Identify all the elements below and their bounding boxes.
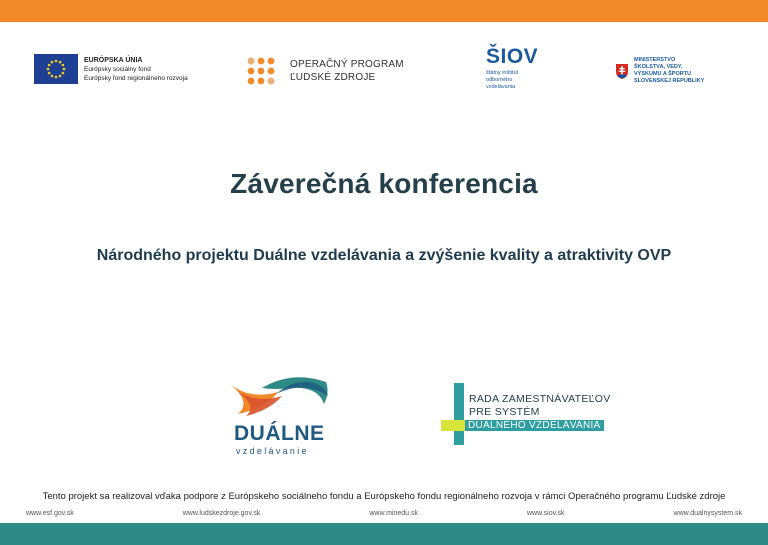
siov-line1: štátny inštitút <box>486 70 519 76</box>
op-line2: ĽUDSKÉ ZDROJE <box>290 72 376 83</box>
siov-line2: odborného <box>486 77 513 83</box>
funding-statement: Tento projekt sa realizoval vďaka podpore z Európskeho sociálneho fondu a Európskeho fondu regionálneho rozvoja v rámci Operačného programu Ľudské zdroje <box>42 491 726 502</box>
minedu-line2: ŠKOLSTVA, VEDY, <box>634 64 683 70</box>
footer-links <box>26 510 742 517</box>
rada-line2: PRE SYSTÉM <box>469 406 540 418</box>
op-dots-icon <box>246 56 276 86</box>
link-dualnysystem[interactable]: www.dualnysystem.sk <box>673 510 742 517</box>
eu-flag-icon <box>34 54 78 84</box>
link-minedu[interactable]: www.minedu.sk <box>369 510 418 517</box>
slovak-crest-icon <box>616 64 628 79</box>
link-esf[interactable]: www.esf.gov.sk <box>26 510 74 517</box>
conference-title: Záverečná konferencia <box>230 168 538 199</box>
top-accent-bar <box>0 0 768 22</box>
eu-title: EURÓPSKA ÚNIA <box>84 56 143 64</box>
eu-line-esf: Európsky sociálny fond <box>84 65 151 73</box>
siov-logo <box>486 46 538 91</box>
rada-line1: RADA ZAMESTNÁVATEĽOV <box>469 393 611 405</box>
dualne-name: DUÁLNE <box>234 422 325 445</box>
link-siov[interactable]: www.siov.sk <box>526 510 565 517</box>
rada-yellow-bar <box>441 420 465 431</box>
siov-name: ŠIOV <box>486 45 539 68</box>
rada-vertical-bar <box>454 383 464 445</box>
conference-subtitle: Národného projektu Duálne vzdelávania a zvýšenie kvality a atraktivity OVP <box>96 247 672 264</box>
minedu-line1: MINISTERSTVO <box>634 57 676 63</box>
eu-line-erdf: Európsky fond regionálneho rozvoja <box>84 74 188 82</box>
eu-logo <box>34 54 188 84</box>
rada-zamestnavatelov-logo <box>441 383 621 445</box>
dualne-swoosh-icon <box>226 370 336 420</box>
op-line1: OPERAČNÝ PROGRAM <box>290 59 404 70</box>
siov-line3: vzdelávania <box>486 84 516 90</box>
minedu-line3: VÝSKUMU A ŠPORTU <box>634 71 692 77</box>
minedu-line4: SLOVENSKEJ REPUBLIKY <box>634 78 705 84</box>
link-ludskezdroje[interactable]: www.ludskezdroje.gov.sk <box>182 510 261 517</box>
op-ludske-zdroje-logo <box>246 56 404 86</box>
bottom-accent-bar <box>0 523 768 545</box>
dualne-sub: vzdelávanie <box>236 446 309 456</box>
ministry-logo <box>616 57 704 85</box>
rada-line3: DUÁLNEHO VZDELÁVANIA <box>465 420 604 431</box>
